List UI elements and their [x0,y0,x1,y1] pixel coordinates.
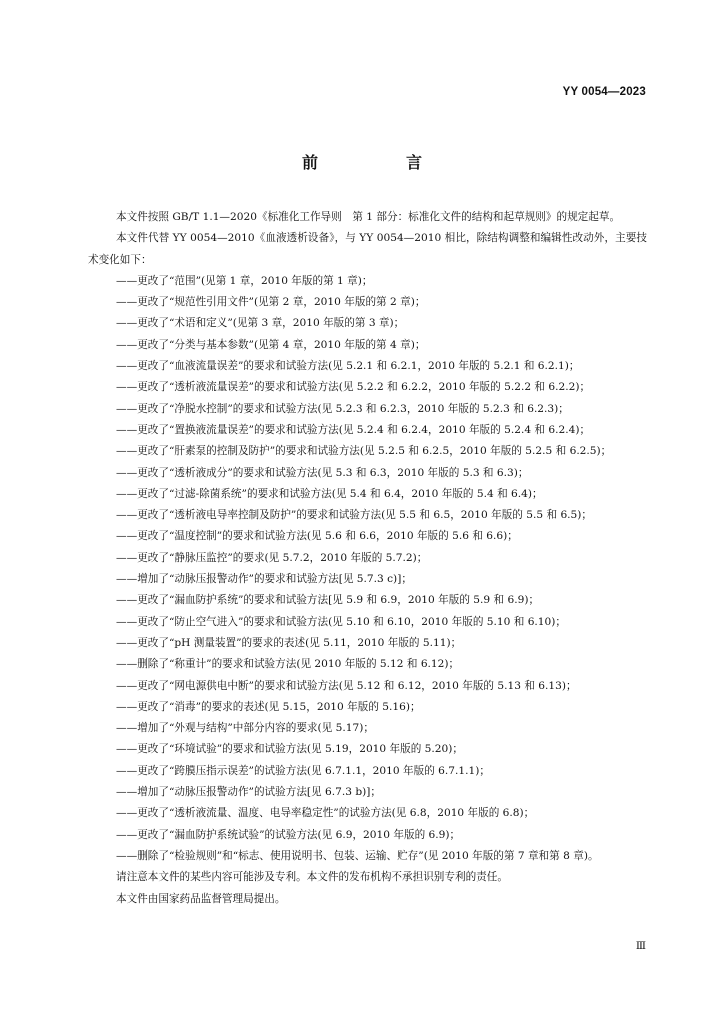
change-item: ——更改了“分类与基本参数”(见第 4 章，2010 年版的第 4 章)； [116,338,426,351]
change-item: ——更改了“范围”(见第 1 章，2010 年版的第 1 章)； [116,274,373,287]
paragraph-patent-notice: 请注意本文件的某些内容可能涉及专利。本文件的发布机构不承担识别专利的责任。 [116,871,508,884]
change-item: ——更改了“规范性引用文件”(见第 2 章，2010 年版的第 2 章)； [116,296,426,309]
change-item: ——更改了“漏血防护系统”的要求和试验方法[见 5.9 和 6.9，2010 年版的 5.9 和 6.9)； [116,594,540,607]
paragraph-drafting-rules: 本文件按照 GB/T 1.1—2020《标准化工作导则 第 1 部分：标准化文件的结构和起草规则》的规定起草。 [116,211,621,223]
change-item: ——更改了“防止空气进入”的要求和试验方法(见 5.10 和 6.10，2010 年版的 5.10 和 6.10)； [116,615,567,628]
change-item: ——更改了“静脉压监控”的要求(见 5.7.2，2010 年版的 5.7.2)； [116,551,428,564]
change-item: ——更改了“漏血防护系统试验”的试验方法(见 6.9，2010 年版的 6.9)； [116,828,461,841]
change-item: ——删除了“检验规则”和“标志、使用说明书、包装、运输、贮存”(见 2010 年版的第 7 章和第 8 章)。 [116,849,599,862]
change-item: ——更改了“pH 测量装置”的要求的表述(见 5.11，2010 年版的 5.11)； [116,636,462,649]
change-item: ——删除了“称重计”的要求和试验方法(见 2010 年版的 5.12 和 6.12)； [116,658,460,671]
page-number: Ⅲ [635,940,646,952]
change-item: ——更改了“血液流量误差”的要求和试验方法(见 5.2.1 和 6.2.1，2010 年版的 5.2.1 和 6.2.1)； [116,360,580,373]
paragraph-replacement: 本文件代替 YY 0054—2010《血液透析设备》，与 YY 0054—2010 相比，除结构调整和编辑性改动外，主要技术变化如下： [88,232,647,266]
change-item: ——更改了“透析液成分”的要求和试验方法(见 5.3 和 6.3，2010 年版的 5.3 和 6.3)； [116,466,529,479]
change-item: ——更改了“跨膜压指示误差”的试验方法(见 6.7.1.1，2010 年版的 6.7.1.1)； [116,764,490,777]
page-title: 前 言 [301,153,458,172]
change-item: ——更改了“透析液电导率控制及防护”的要求和试验方法(见 5.5 和 6.5，2010 年版的 5.5 和 6.5)； [116,509,593,522]
change-item: ——更改了“消毒”的要求的表述(见 5.15，2010 年版的 5.16)； [116,700,421,713]
document-body [88,207,647,910]
change-item: ——更改了“环境试验”的要求和试验方法(见 5.19，2010 年版的 5.20)； [116,743,463,756]
change-item: ——增加了“外观与结构”中部分内容的要求(见 5.17)； [116,722,374,735]
change-item: ——更改了“透析液流量误差”的要求和试验方法(见 5.2.2 和 6.2.2，2010 年版的 5.2.2 和 6.2.2)； [116,381,591,394]
change-item: ——更改了“肝素泵的控制及防护”的要求和试验方法(见 5.2.5 和 6.2.5，2010 年版的 5.2.5 和 6.2.5)； [116,445,612,458]
change-item: ——更改了“网电源供电中断”的要求和试验方法(见 5.12 和 6.12，2010 年版的 5.13 和 6.13)； [116,679,577,692]
change-item: ——更改了“净脱水控制”的要求和试验方法(见 5.2.3 和 6.2.3，2010 年版的 5.2.3 和 6.2.3)； [116,402,569,415]
standard-code: YY 0054—2023 [562,86,646,98]
change-item: ——增加了“动脉压报警动作”的试验方法[见 6.7.3 b)]； [116,786,381,799]
change-item: ——更改了“置换液流量误差”的要求和试验方法(见 5.2.4 和 6.2.4，2010 年版的 5.2.4 和 6.2.4)； [116,423,591,436]
change-list [116,271,647,867]
change-item: ——更改了“温度控制”的要求和试验方法(见 5.6 和 6.6，2010 年版的 5.6 和 6.6)； [116,530,518,543]
change-item: ——更改了“过滤-除菌系统”的要求和试验方法(见 5.4 和 6.4，2010 年版的 5.4 和 6.4)； [116,487,543,500]
change-item: ——更改了“术语和定义”(见第 3 章，2010 年版的第 3 章)； [116,317,405,330]
paragraph-proposer: 本文件由国家药品监督管理局提出。 [116,892,286,905]
change-item: ——更改了“透析液流量、温度、电导率稳定性”的试验方法(见 6.8，2010 年版的 6.8)； [116,807,535,820]
change-item: ——增加了“动脉压报警动作”的要求和试验方法[见 5.7.3 c)]； [116,573,412,586]
